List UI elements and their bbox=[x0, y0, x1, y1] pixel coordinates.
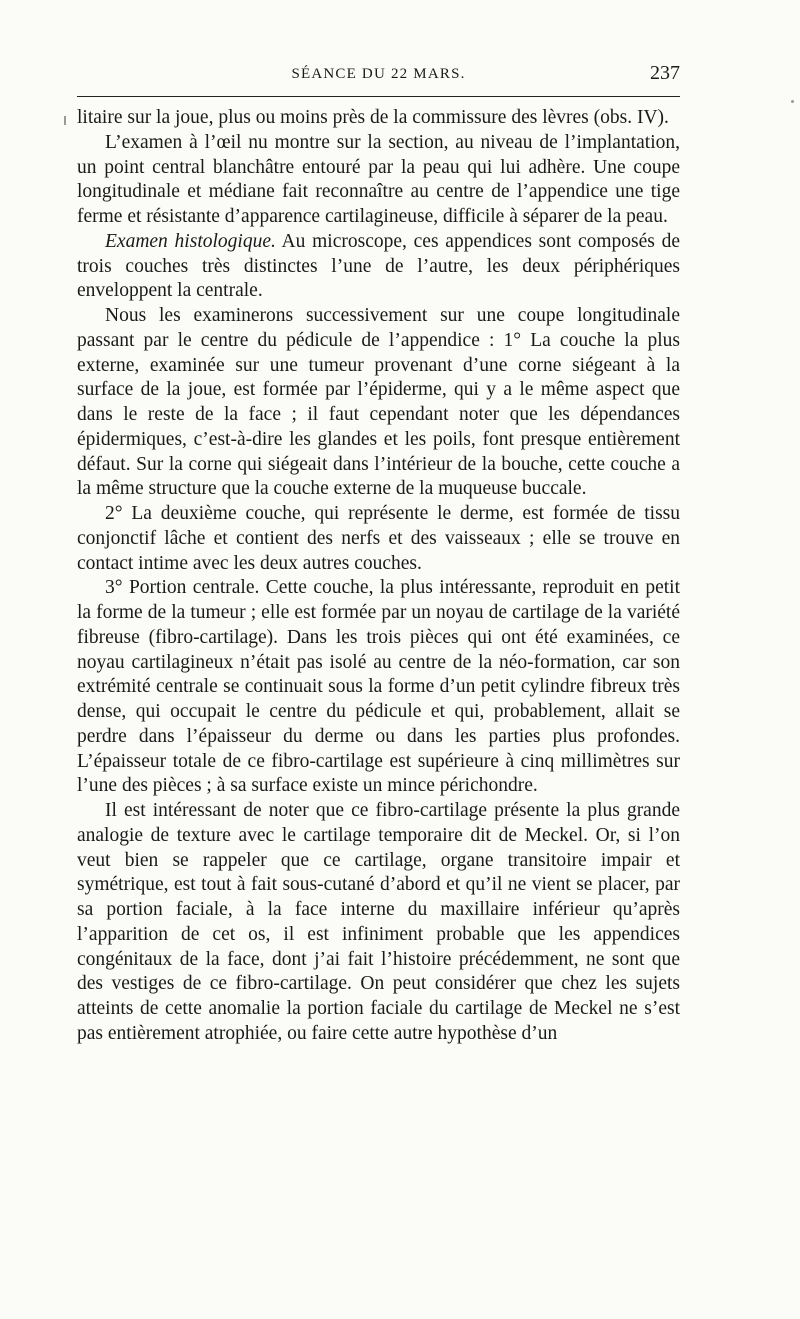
paragraph-histology-text: Au microscope, ces appendices sont composés de trois couches très distinctes l’une de l’autre, les deux périphériques enveloppent la centrale. bbox=[77, 230, 681, 302]
paragraph-central-portion: 3° Portion centrale. Cette couche, la plus intéressante, reproduit en petit la forme de la tumeur ; elle est formée par un noyau de cartilage de la variété fibreuse (fibro-cartilage). Dans les trois pièces qui ont été examinées, ce noyau cartilagineux n’était pas isolé au centre de la néo-formation, car son extrémité centrale se continuait sous la forme d’un petit cylindre fibreux très dense, qui occupait le centre du pédicule et qui, probablement, allait se perdre dans l’épaisseur du derme ou dans les parties plus profondes. L’épaisseur totale de ce fibro-cartilage est supérieure à cinq millimètres sur l’une des pièces ; à sa surface existe un mince périchondre. bbox=[77, 577, 680, 797]
paragraph-continuation: litaire sur la joue, plus ou moins près de la commissure des lèvres (obs. IV). bbox=[77, 107, 669, 128]
paragraph-second-layer: 2° La deuxième couche, qui représente le derme, est formée de tissu conjonctif lâche et contient des nerfs et des vaisseaux ; elle se trouve en contact intime avec les deux autres couches. bbox=[77, 503, 680, 574]
paragraph-histology bbox=[77, 230, 680, 304]
page-number: 237 bbox=[650, 62, 680, 84]
margin-mark bbox=[64, 116, 66, 125]
running-title: SÉANCE DU 22 MARS. bbox=[291, 66, 466, 82]
body-text bbox=[77, 106, 680, 1047]
section-label-histology: Examen histologique. bbox=[105, 230, 276, 252]
paragraph-naked-eye-exam: L’examen à l’œil nu montre sur la section, au niveau de l’implantation, un point central blanchâtre entouré par la peau qui lui adhère. Une coupe longitudinale et médiane fait reconnaître au centre de l’appendice une tige ferme et résistante d’apparence cartilagineuse, difficile à séparer de la peau. bbox=[77, 131, 680, 227]
header-rule bbox=[77, 96, 680, 97]
running-header bbox=[77, 62, 680, 88]
margin-dot bbox=[791, 100, 794, 103]
paragraph-meckel-cartilage: Il est intéressant de noter que ce fibro-cartilage présente la plus grande analogie de texture avec le cartilage temporaire dit de Meckel. Or, si l’on veut bien se rappeler que ce cartilage, organe transitoire impair et symétrique, est tout à fait sous-cutané d’abord et qu’il ne vient se placer, par sa portion faciale, à la face interne du maxillaire inférieur qu’après l’apparition de cet os, il est infiniment probable que les appendices congénitaux de la face, dont j’ai fait l’histoire précédemment, ne sont que des vestiges de ce fibro-cartilage. On peut considérer que chez les sujets atteints de cette anomalie la portion faciale du cartilage de Meckel ne s’est pas entièrement atrophiée, ou faire cette autre hypothèse d’un bbox=[77, 800, 680, 1044]
paragraph-outer-layer: Nous les examinerons successivement sur une coupe longitudinale passant par le centre du pédicule de l’appendice : 1° La couche la plus externe, examinée sur une tumeur provenant d’une corne siégeant à la surface de la joue, est formée par l’épiderme, qui y a le même aspect que dans le reste de la face ; il faut cependant noter que les dépendances épidermiques, c’est-à-dire les glandes et les poils, font presque entièrement défaut. Sur la corne qui siégeait dans l’intérieur de la bouche, cette couche a la même structure que la couche externe de la muqueuse buccale. bbox=[77, 305, 680, 500]
